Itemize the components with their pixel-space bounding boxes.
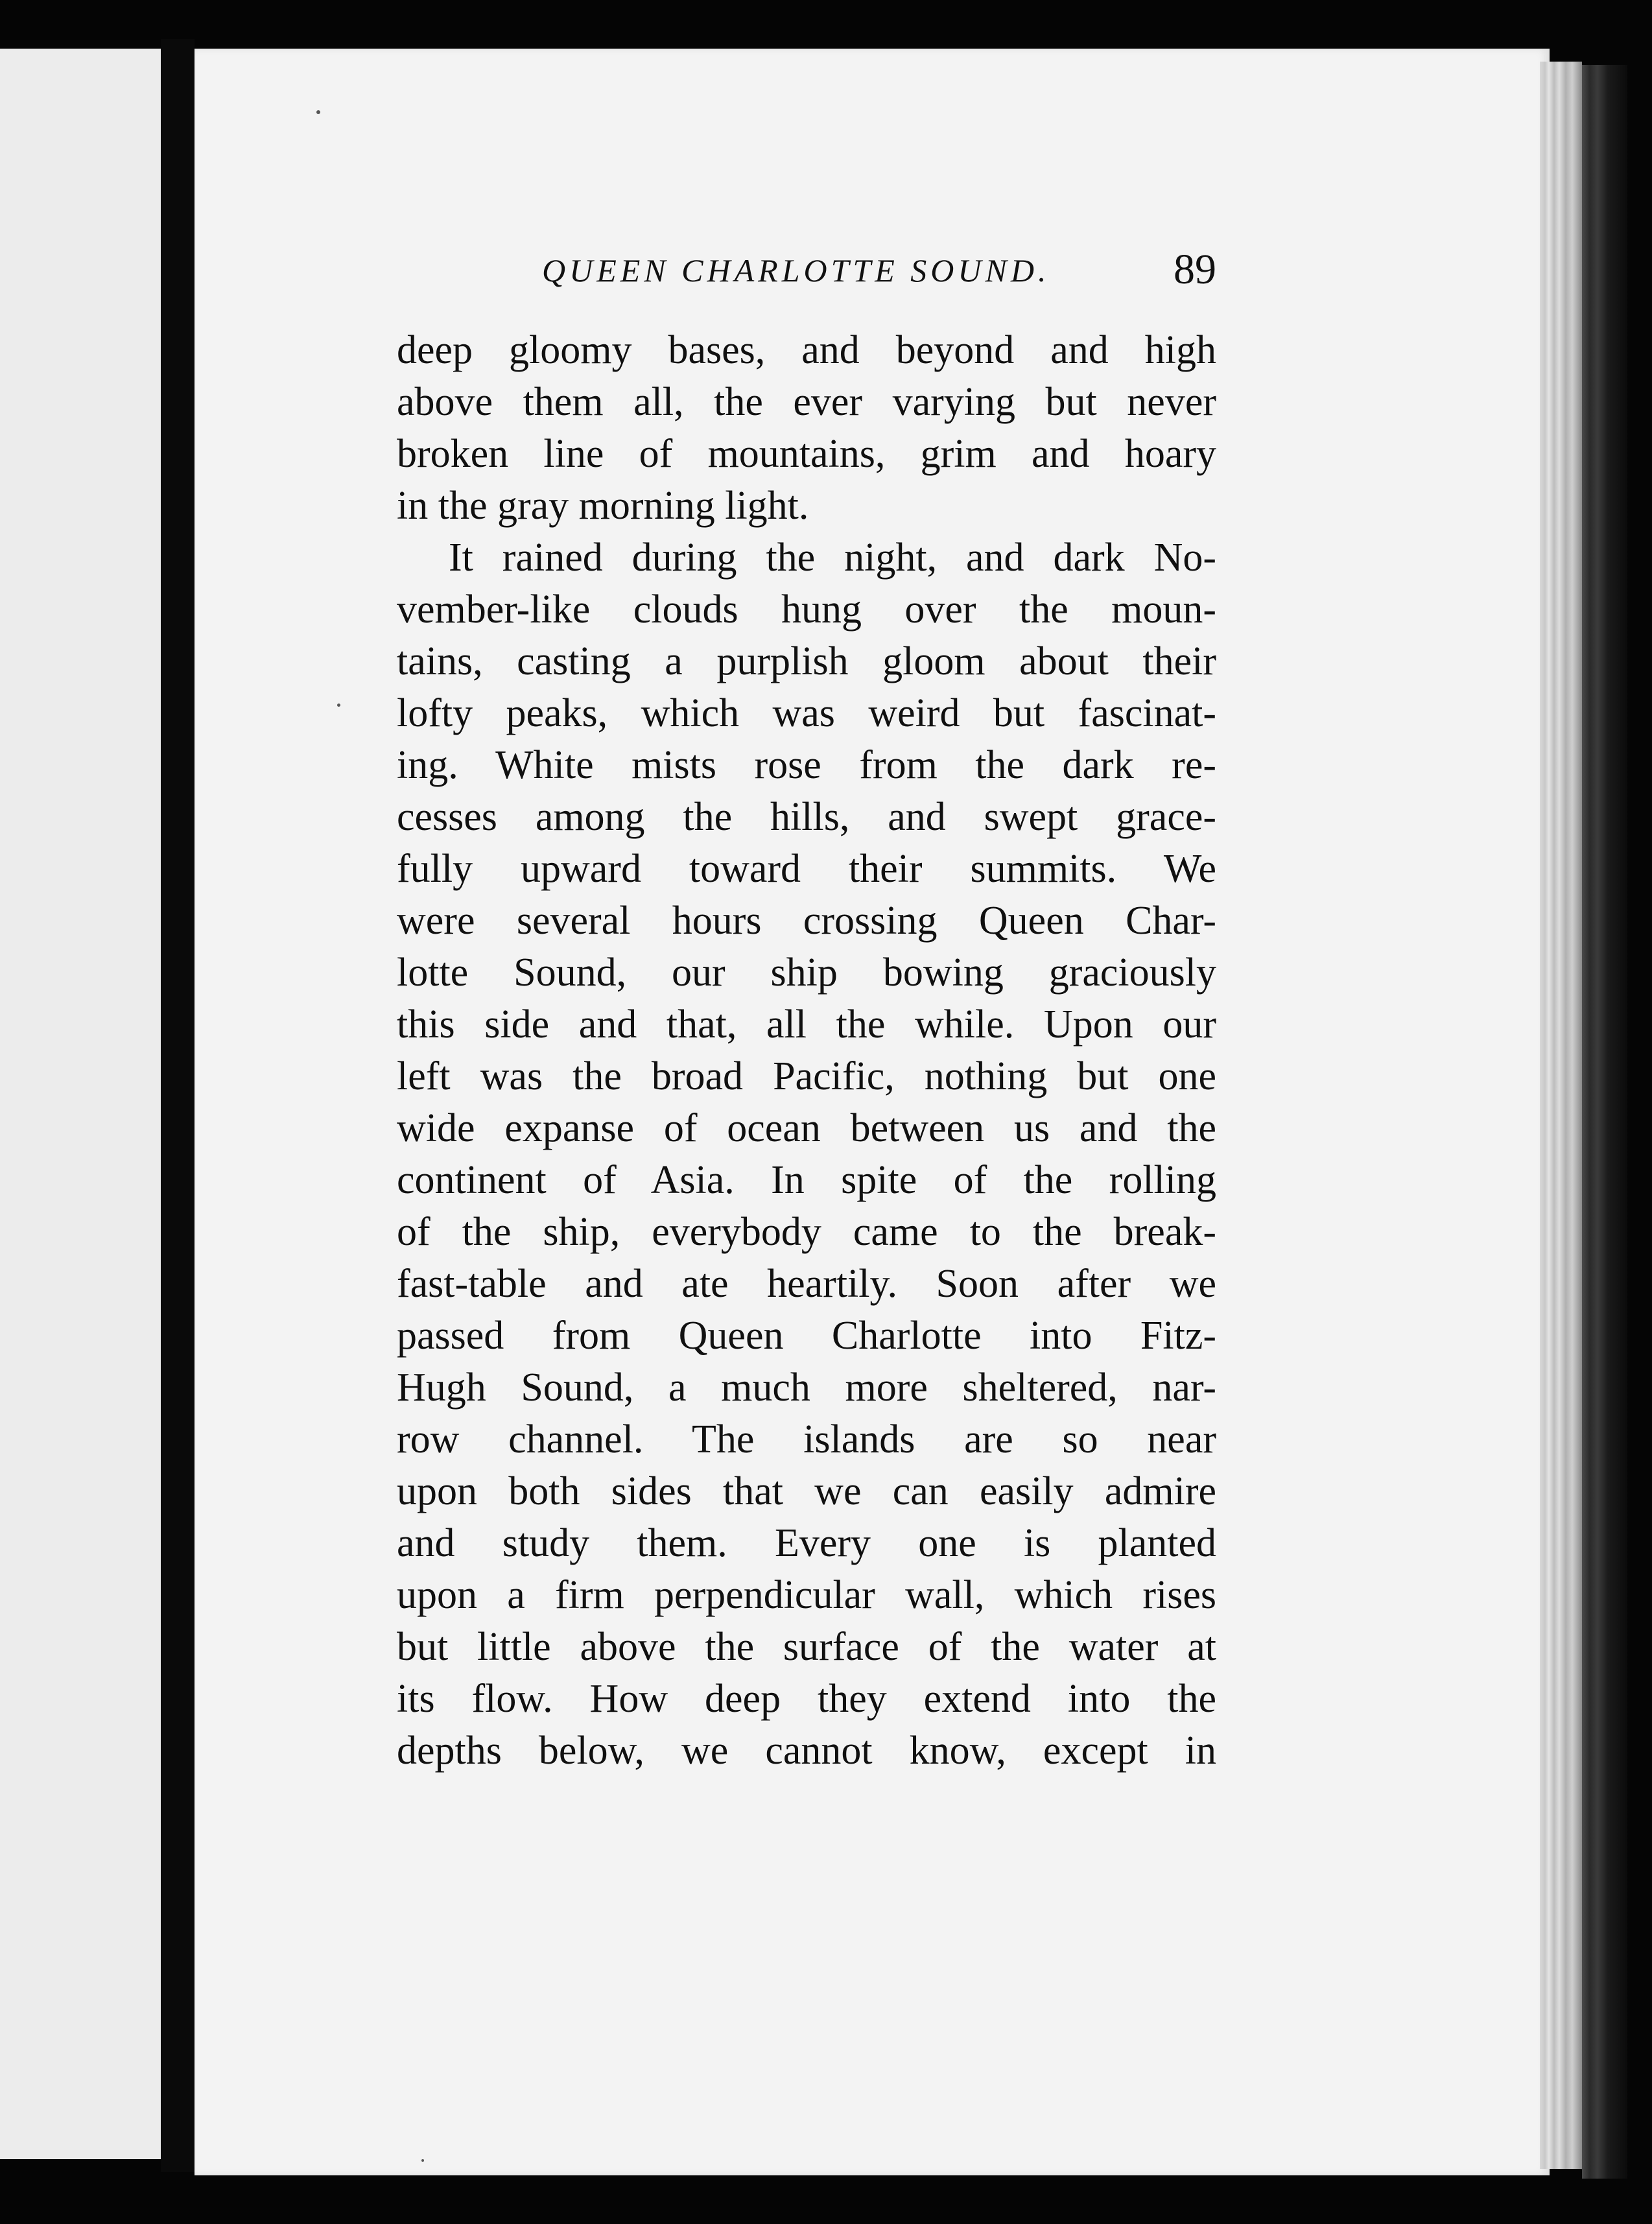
paper-speck — [421, 2159, 424, 2162]
text-line: It rained during the night, and dark No- — [449, 536, 1216, 580]
text-line: above them all, the ever varying but never — [397, 380, 1216, 424]
text-line: fully upward toward their summits. We — [397, 847, 1216, 891]
text-line: broken line of mountains, grim and hoary — [397, 432, 1216, 476]
paper-speck — [337, 704, 340, 707]
text-line: Hugh Sound, a much more sheltered, nar- — [397, 1366, 1216, 1410]
book-cover-edge — [1582, 65, 1627, 2179]
text-line: and study them. Every one is planted — [397, 1521, 1216, 1565]
text-line: depths below, we cannot know, except in — [397, 1729, 1216, 1773]
text-line: of the ship, everybody came to the break- — [397, 1210, 1216, 1254]
text-line: but little above the surface of the water at — [397, 1625, 1216, 1669]
text-line: wide expanse of ocean between us and the — [397, 1106, 1216, 1150]
text-line: upon both sides that we can easily admire — [397, 1469, 1216, 1513]
text-line: tains, casting a purplish gloom about their — [397, 639, 1216, 683]
text-line: vember-like clouds hung over the moun- — [397, 587, 1216, 632]
text-line: were several hours crossing Queen Char- — [397, 899, 1216, 943]
text-line: passed from Queen Charlotte into Fitz- — [397, 1314, 1216, 1358]
page-number: 89 — [1174, 246, 1216, 293]
running-head-title: QUEEN CHARLOTTE SOUND. — [542, 252, 1050, 289]
left-page-edge — [0, 49, 163, 2159]
running-head — [542, 245, 1216, 316]
text-line: upon a firm perpendicular wall, which rises — [397, 1573, 1216, 1617]
text-line: lotte Sound, our ship bowing graciously — [397, 951, 1216, 995]
text-line: lofty peaks, which was weird but fascinat- — [397, 691, 1216, 735]
text-line: continent of Asia. In spite of the rolling — [397, 1158, 1216, 1202]
text-line: deep gloomy bases, and beyond and high — [397, 328, 1216, 372]
text-line: in the gray morning light. — [397, 484, 809, 528]
paper-speck — [316, 110, 320, 114]
text-line: this side and that, all the while. Upon our — [397, 1002, 1216, 1047]
page-edges — [1540, 62, 1582, 2169]
text-line: row channel. The islands are so near — [397, 1417, 1216, 1461]
text-line: ing. White mists rose from the dark re- — [397, 743, 1216, 787]
text-line: its flow. How deep they extend into the — [397, 1677, 1216, 1721]
text-line: cesses among the hills, and swept grace- — [397, 795, 1216, 839]
book-gutter — [161, 39, 195, 2172]
text-line: fast-table and ate heartily. Soon after we — [397, 1262, 1216, 1306]
body-text — [397, 324, 1216, 1777]
text-line: left was the broad Pacific, nothing but one — [397, 1054, 1216, 1098]
